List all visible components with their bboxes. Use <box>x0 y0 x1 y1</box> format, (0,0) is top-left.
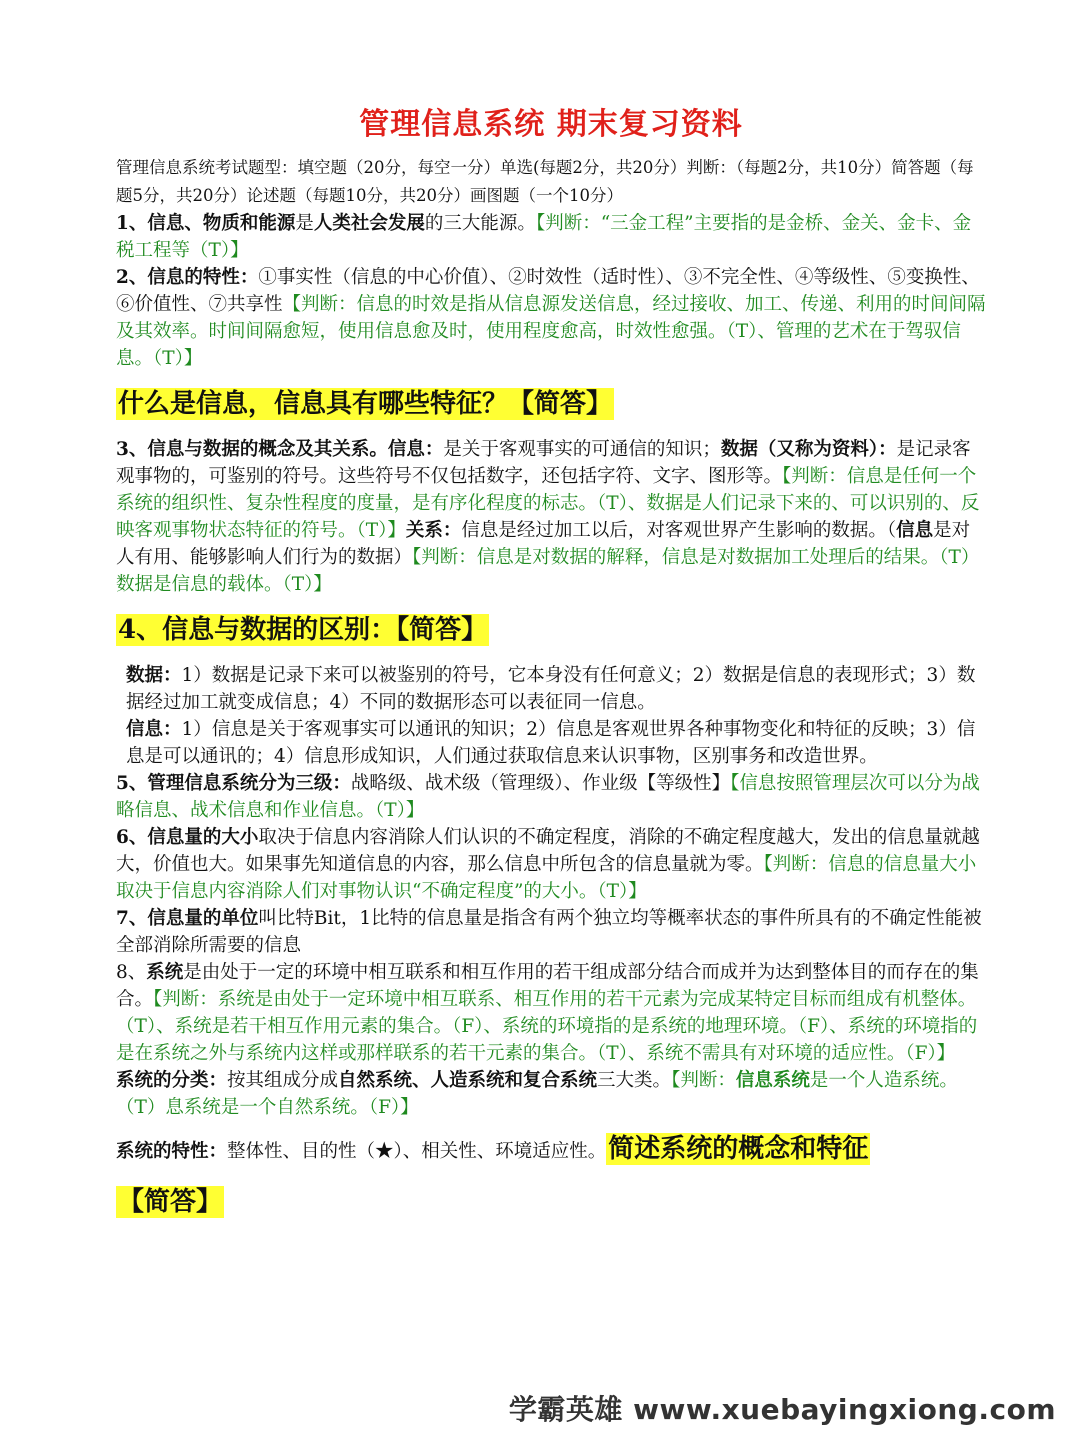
document-page <box>116 100 986 1234</box>
section-1-term2: 人类社会发展 <box>313 213 425 234</box>
section-2-term: 2、信息的特性： <box>116 267 259 288</box>
section-3-term2: 数据（又称为资料）： <box>720 439 897 460</box>
section-5 <box>116 770 986 824</box>
watermark-footer: 学霸英雄 www.xuebayingxiong.com <box>508 1393 1056 1426</box>
section-9-term: 系统的分类： <box>116 1070 228 1091</box>
section-8-number: 8、 <box>116 962 147 983</box>
section-6 <box>116 824 986 905</box>
section-3-term: 3、信息与数据的概念及其关系。信息： <box>116 439 444 460</box>
section-9-text: 按其组成分成 <box>227 1070 339 1091</box>
page-title: 管理信息系统 期末复习资料 <box>359 107 743 142</box>
section-10-question-tag: 【简答】 <box>118 1187 223 1217</box>
section-10-term: 系统的特性： <box>116 1141 228 1162</box>
section-4-heading-line <box>116 610 986 650</box>
section-3-text3: 信息是经过加工以后，对客观世界产生影响的数据。（ <box>461 520 897 541</box>
exam-format-intro: 管理信息系统考试题型：填空题（20分，每空一分）单选(每题2分，共20分）判断：（每题2分，共10分）简答题（每题5分，共20分）论述题（每题10分，共20分）画图题（一个10分） <box>116 158 974 205</box>
section-9-judgement-a: 【判断： <box>671 1070 736 1091</box>
section-6-term: 6、信息量的大小 <box>116 827 259 848</box>
section-4-info-text: 1）信息是关于客观事实可以通讯的知识；2）信息是客观世界各种事物变化和特征的反映；3）信息是可以通讯的；4）信息形成知识，人们通过获取信息来认识事物，区别事务和改造世界。 <box>126 719 976 767</box>
section-3-term4: 信息 <box>896 520 934 541</box>
section-4-info <box>116 716 986 770</box>
section-8-judgement: 【判断：系统是由处于一定环境中相互联系、相互作用的若干元素为完成某特定目标而组成有机整体。（T）、系统是若干相互作用元素的集合。（F）、系统的环境指的是系统的地理环境。（F）、系统的环境指的是在系统之外与系统内这样或那样联系的若干元素的集合。（T）、系统不需具有对环境的适应性。（F）】 <box>116 989 978 1064</box>
section-3-text2: 是记录客观事物的，可鉴别的符号。这些符号不仅包括数字，还包括字符、文字、图形等。 <box>116 439 971 487</box>
section-8-text: 是由处于一定的环境中相互联系和相互作用的若干组成部分结合而成并为达到整体目的而存在的集合。 <box>116 962 979 1010</box>
section-7-term: 7、信息量的单位 <box>116 908 259 929</box>
section-5-judgement: 【信息按照管理层次可以分为战略信息、战术信息和作业信息。（T）】 <box>116 773 980 821</box>
section-4-info-label: 信息： <box>126 719 182 740</box>
section-8-term: 系统 <box>146 962 184 983</box>
section-4-heading: 4、信息与数据的区别：【简答】 <box>118 615 488 645</box>
section-10-text: 整体性、目的性（★）、相关性、环境适应性。 <box>227 1141 607 1162</box>
section-1 <box>116 210 986 264</box>
section-3 <box>116 436 986 598</box>
section-7 <box>116 905 986 959</box>
section-9 <box>116 1067 986 1121</box>
section-1-term: 信息、物质和能源 <box>147 213 296 234</box>
section-6-text: 取决于信息内容消除人们认识的不确定程度，消除的不确定程度越大，发出的信息量就越大，价值也大。如果事先知道信息的内容，那么信息中所包含的信息量就为零。 <box>116 827 980 875</box>
section-5-text: 战略级、战术级（管理级）、作业级【等级性】 <box>350 773 731 794</box>
section-7-text: 叫比特Bit，1比特的信息量是指含有两个独立均等概率状态的事件所具有的不确定性能被全部消除所需要的信息 <box>116 908 982 956</box>
section-8 <box>116 959 986 1067</box>
section-1-text2: 的三大能源。 <box>424 213 536 234</box>
section-10-question-line <box>116 1182 986 1222</box>
section-3-judgement-1: 【判断：信息是任何一个系统的组织性、复杂性程度的度量，是有序化程度的标志。（T）、数据是人们记录下来的、可以识别的、反映客观事物状态特征的符号。（T）】 <box>116 466 980 541</box>
section-10 <box>116 1125 986 1176</box>
section-4-data-text: 1）数据是记录下来可以被鉴别的符号，它本身没有任何意义；2）数据是信息的表现形式；3）数据经过加工就变成信息；4）不同的数据形态可以表征同一信息。 <box>126 665 976 713</box>
section-1-number: 1、 <box>116 213 148 234</box>
section-2-text: ①事实性（信息的中心价值）、②时效性（适时性）、③不完全性、④等级性、⑤变换性、⑥价值性、⑦共享性 <box>116 267 980 315</box>
section-1-judgement: 【判断：“三金工程”主要指的是金桥、金关、金卡、金税工程等（T）】 <box>116 213 972 261</box>
section-3-text4: 是对人有用、能够影响人们行为的数据） <box>116 520 971 568</box>
section-10-question-highlight: 简述系统的概念和特征 <box>608 1134 869 1164</box>
section-3-judgement-2: 【判断：信息是对数据的解释，信息是对数据加工处理后的结果。（T）数据是信息的载体。（T）】 <box>116 547 980 595</box>
section-9-judgement-c: 是一个人造系统。（T）息系统是一个自然系统。（F）】 <box>116 1070 958 1118</box>
section-2 <box>116 264 986 372</box>
section-4-data <box>116 662 986 716</box>
section-2-judgement: 【判断：信息的时效是指从信息源发送信息，经过接收、加工、传递、利用的时间间隔及其效率。时间间隔愈短，使用信息愈及时，使用程度愈高，时效性愈强。（T）、管理的艺术在于驾驭信息。（T）】 <box>116 294 986 369</box>
section-2-question-highlight: 什么是信息，信息具有哪些特征？【简答】 <box>118 389 613 419</box>
section-3-term3: 关系： <box>405 520 462 541</box>
section-9-term2: 自然系统、人造系统和复合系统 <box>338 1070 598 1091</box>
section-3-text: 是关于客观事实的可通信的知识； <box>443 439 721 460</box>
section-9-text2: 三大类。 <box>597 1070 672 1091</box>
section-2-question-line <box>116 384 986 424</box>
section-6-judgement: 【判断：信息的信息量大小取决于信息内容消除人们对事物认识“不确定程度”的大小。（T）】 <box>116 854 977 902</box>
section-5-term: 5、管理信息系统分为三级： <box>116 773 351 794</box>
section-4-data-label: 数据： <box>126 665 182 686</box>
section-1-text: 是 <box>295 213 314 234</box>
section-9-judgement-b: 信息系统 <box>735 1070 810 1091</box>
